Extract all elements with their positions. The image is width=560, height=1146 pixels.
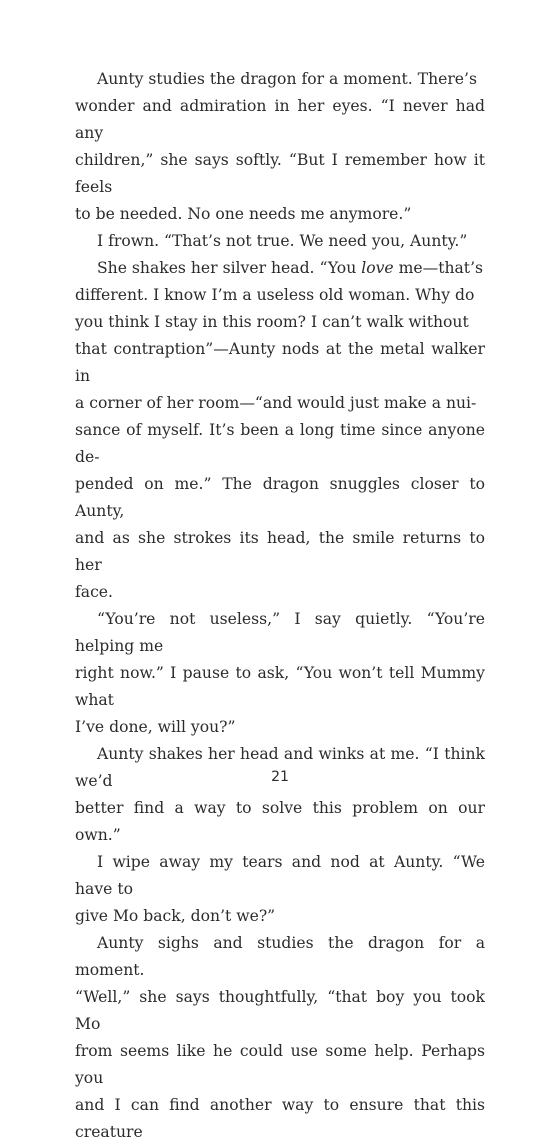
page-body [75, 66, 485, 1146]
paragraph: Aunty sighs and studies the dragon for a moment. “Well,” she says thoughtfully, “that boy you took Mo from seems like he could use some help. Perhaps you and I can find another way to ensure that this creature [75, 934, 485, 1141]
paragraph: I wipe away my tears and nod at Aunty. “We have to give Mo back, don’t we?” [75, 853, 485, 925]
paragraph-text: me—that’s different. I know I’m a useless old woman. Why do you think I stay in this room? I can’t walk without that contraption”—Aunty nods at the metal walker in a corner of her room—“and would just make a nui- sance of myself. It’s been a long time since anyone de- pended on me.” The dragon snuggles closer to Aunty, and as she strokes its head, the smile returns to her face. [75, 259, 485, 601]
paragraph: Aunty studies the dragon for a moment. There’s wonder and admiration in her eyes. “I never had any children,” she says softly. “But I remember how it feels to be needed. No one needs me anymore.” [75, 70, 485, 223]
paragraph [75, 255, 485, 606]
paragraph-text: She shakes her silver head. “You [97, 259, 362, 277]
paragraph: I frown. “That’s not true. We need you, Aunty.” [97, 232, 468, 250]
emphasis-text: love [361, 259, 394, 277]
page-number: 21 [271, 769, 289, 785]
paragraph: Aunty shakes her head and winks at me. “I think we’d better find a way to solve this problem on our own.” [75, 745, 485, 844]
paragraph: “You’re not useless,” I say quietly. “You’re helping me right now.” I pause to ask, “You won’t tell Mummy what I’ve done, will you?” [75, 610, 485, 736]
